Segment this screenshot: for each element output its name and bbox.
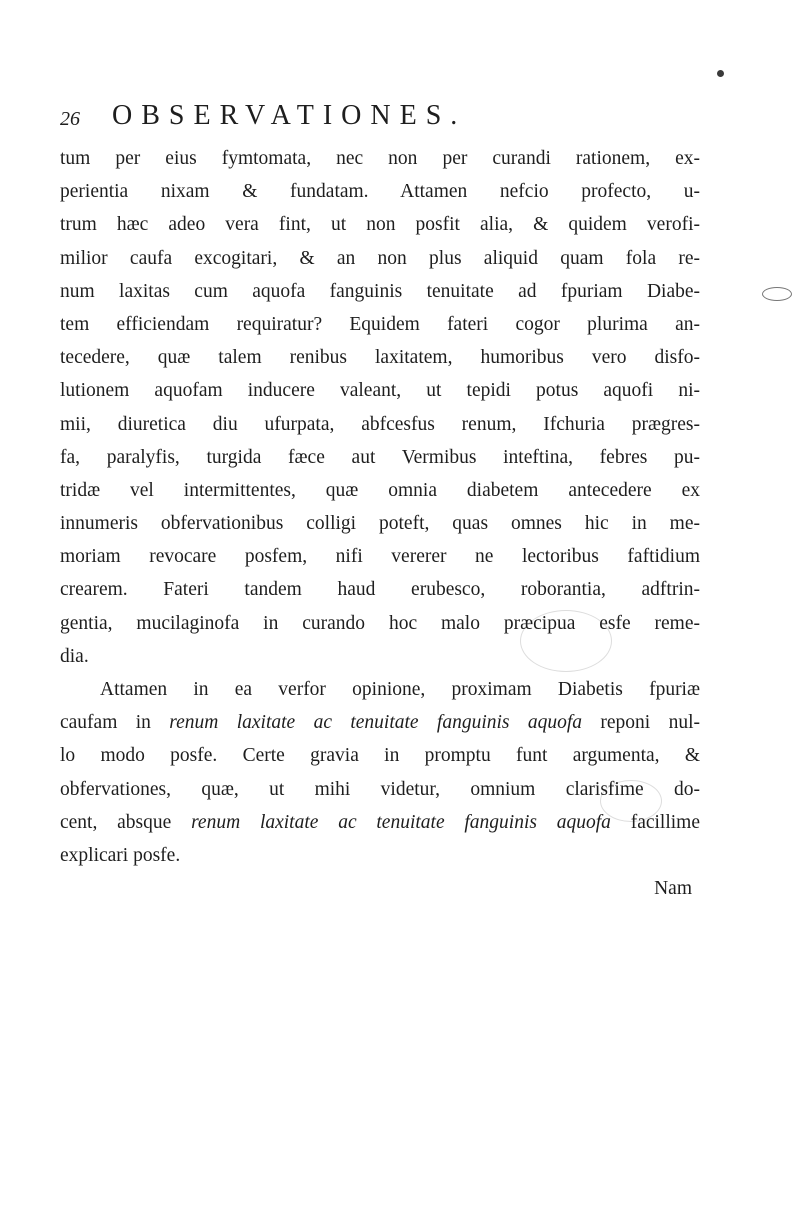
body-text: [60, 142, 700, 905]
text-segment: perientia nixam & fundatam. Attamen nefcio profecto, u-: [60, 181, 700, 203]
text-line: [60, 573, 700, 606]
ink-dot: [717, 70, 724, 77]
text-segment: tridæ vel intermittentes, quæ omnia diabetem antecedere ex: [60, 479, 700, 501]
italic-text: renum laxitate ac tenuitate fanguinis aquofa: [191, 811, 611, 833]
text-segment: explicari posfe.: [60, 844, 181, 866]
text-segment: gentia, mucilaginofa in curando hoc malo præcipua esfe reme-: [60, 612, 700, 634]
text-line: [60, 408, 700, 441]
text-line: [60, 872, 700, 905]
text-line: [60, 507, 700, 540]
text-line: [60, 441, 700, 474]
text-line: [60, 242, 700, 275]
text-line: [60, 739, 700, 772]
text-line: [60, 275, 700, 308]
text-line: [60, 673, 700, 706]
text-segment: caufam in: [60, 712, 170, 734]
text-line: [60, 640, 700, 673]
text-line: [60, 839, 700, 872]
text-segment: obfervationes, quæ, ut mihi videtur, omnium clarisfime do-: [60, 778, 700, 800]
text-line: [60, 474, 700, 507]
text-segment: lo modo posfe. Certe gravia in promptu funt argumenta, &: [60, 745, 700, 767]
text-line: [60, 773, 700, 806]
text-segment: tecedere, quæ talem renibus laxitatem, humoribus vero disfo-: [60, 347, 700, 369]
running-head: OBSERVATIONES.: [112, 100, 467, 131]
text-segment: tum per eius fymtomata, nec non per curandi rationem, ex-: [60, 148, 700, 169]
text-segment: crearem. Fateri tandem haud erubesco, roborantia, adftrin-: [60, 579, 700, 601]
text-line: [60, 540, 700, 573]
page-number: 26: [60, 108, 80, 130]
text-segment: milior caufa excogitari, & an non plus aliquid quam fola re-: [60, 247, 700, 269]
margin-mark: [762, 287, 792, 301]
text-segment: reponi nul-: [582, 712, 700, 734]
text-line: [60, 208, 700, 241]
text-line: [60, 706, 700, 739]
page-header: [60, 100, 700, 140]
italic-text: renum laxitate ac tenuitate fanguinis aquofa: [169, 712, 583, 734]
text-segment: moriam revocare posfem, nifi vererer ne lectoribus faftidium: [60, 546, 700, 568]
text-segment: Nam: [654, 878, 692, 900]
text-segment: num laxitas cum aquofa fanguinis tenuitate ad fpuriam Diabe-: [60, 280, 700, 302]
text-segment: tem efficiendam requiratur? Equidem fateri cogor plurima an-: [60, 313, 700, 335]
text-segment: fa, paralyfis, turgida fæce aut Vermibus inteftina, febres pu-: [60, 446, 700, 468]
text-line: [60, 806, 700, 839]
text-segment: dia.: [60, 645, 89, 667]
text-segment: mii, diuretica diu ufurpata, abfcesfus renum, Ifchuria prægres-: [60, 413, 700, 435]
text-segment: lutionem aquofam inducere valeant, ut tepidi potus aquofi ni-: [60, 380, 700, 402]
text-segment: Attamen in ea verfor opinione, proximam Diabetis fpuriæ: [100, 679, 700, 700]
text-line: [60, 175, 700, 208]
text-line: [60, 374, 700, 407]
text-line: [60, 607, 700, 640]
text-segment: facillime: [610, 811, 700, 833]
text-line: [60, 341, 700, 374]
text-segment: innumeris obfervationibus colligi poteft, quas omnes hic in me-: [60, 513, 700, 535]
text-segment: trum hæc adeo vera fint, ut non posfit alia, & quidem verofi-: [60, 214, 700, 236]
text-line: [60, 142, 700, 175]
text-segment: cent, absque: [60, 811, 192, 833]
text-line: [60, 308, 700, 341]
